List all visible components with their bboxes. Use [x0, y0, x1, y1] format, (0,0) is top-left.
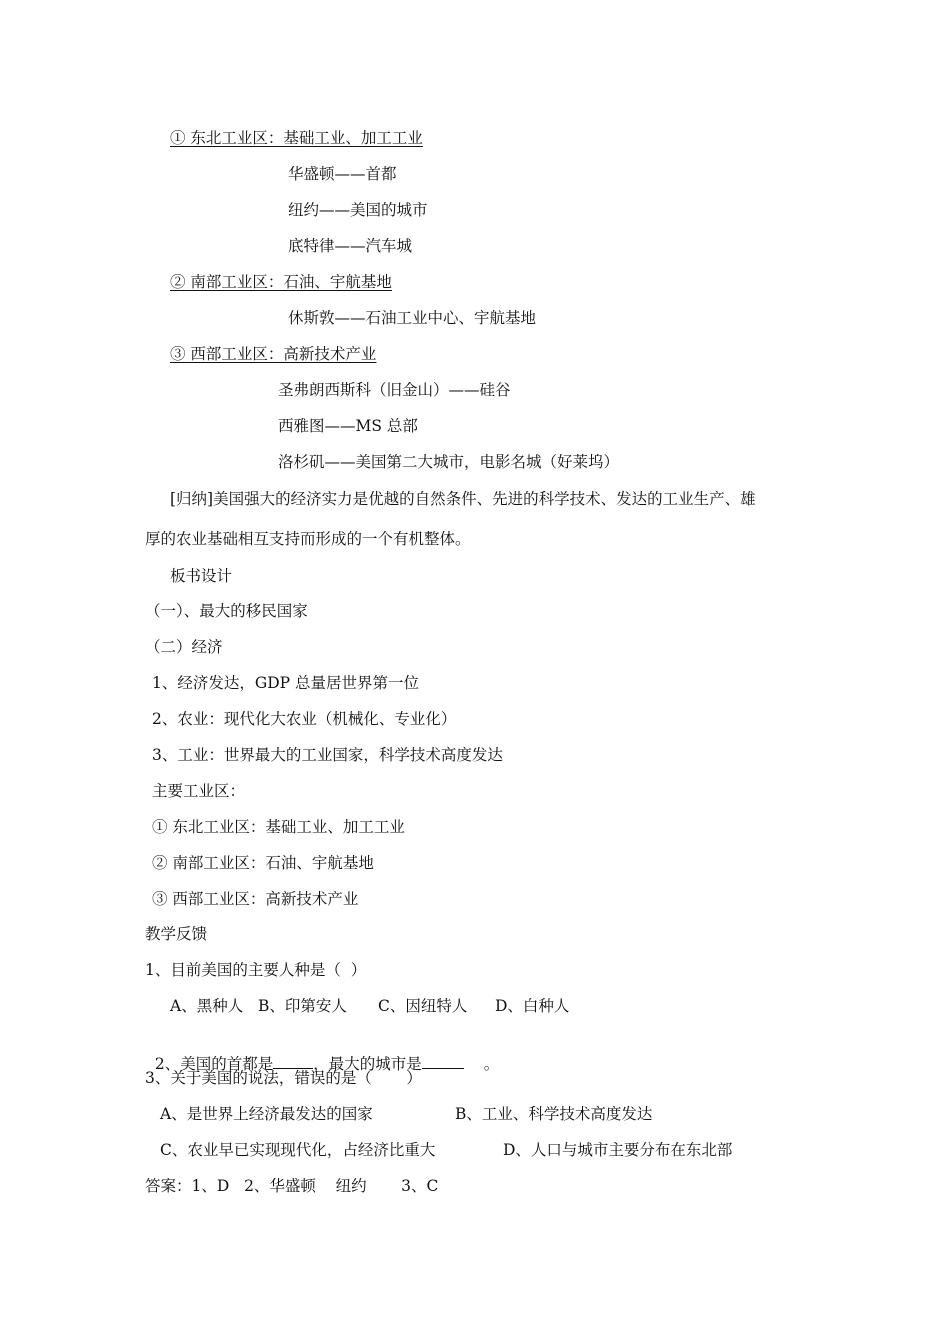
board-title: 板书设计 [170, 567, 233, 585]
board-item: ② 南部工业区：石油、宇航基地 [152, 854, 374, 872]
answer-blank [273, 1052, 313, 1069]
south-heading: ② 南部工业区：石油、宇航基地 [170, 273, 392, 291]
city-line: 圣弗朗西斯科（旧金山）——硅谷 [278, 381, 511, 399]
board-item: 1、经济发达，GDP 总量居世界第一位 [152, 674, 420, 692]
city-line: 西雅图——MS 总部 [278, 417, 418, 435]
question-1: 1、目前美国的主要人种是（ ） [145, 961, 367, 979]
city-line: 华盛顿——首都 [288, 165, 397, 183]
q1-option-b: B、印第安人 [258, 997, 347, 1015]
city-line: 纽约——美国的城市 [288, 201, 428, 219]
feedback-title: 教学反馈 [145, 925, 208, 943]
q3-option-b: B、工业、科学技术高度发达 [455, 1105, 653, 1123]
board-item: （二）经济 [145, 638, 223, 656]
q1-option-a: A、黑种人 [170, 997, 244, 1015]
question-3: 3、关于美国的说法，错误的是（ ） [145, 1069, 422, 1087]
summary-line: 厚的农业基础相互支持而形成的一个有机整体。 [145, 530, 471, 548]
board-item: 2、农业：现代化大农业（机械化、专业化） [152, 710, 457, 728]
answer-blank [422, 1052, 464, 1069]
q3-option-c: C、农业早已实现现代化，占经济比重大 [160, 1141, 436, 1159]
q3-option-a: A、是世界上经济最发达的国家 [160, 1105, 373, 1123]
answer-line: 答案：1、D 2、华盛顿 纽约 3、C [145, 1177, 439, 1195]
board-item: ③ 西部工业区：高新技术产业 [152, 890, 359, 908]
board-item: （一）、最大的移民国家 [145, 602, 308, 620]
northeast-heading: ① 东北工业区：基础工业、加工工业 [170, 129, 423, 147]
summary-line: [归纳]美国强大的经济实力是优越的自然条件、先进的科学技术、发达的工业生产、雄 [170, 490, 756, 508]
city-line: 休斯敦——石油工业中心、宇航基地 [288, 309, 537, 327]
board-item: 3、工业：世界最大的工业国家，科学技术高度发达 [152, 746, 503, 764]
city-line: 洛杉矶——美国第二大城市，电影名城（好莱坞） [278, 453, 620, 471]
q2-text: 2、美国的首都是 [154, 1055, 274, 1073]
q1-option-c: C、因纽特人 [378, 997, 468, 1015]
q2-text: ，最大的城市是 [313, 1055, 422, 1073]
west-heading: ③ 西部工业区：高新技术产业 [170, 345, 377, 363]
city-line: 底特律——汽车城 [288, 237, 413, 255]
board-item: ① 东北工业区：基础工业、加工工业 [152, 818, 405, 836]
q3-option-d: D、人口与城市主要分布在东北部 [503, 1141, 733, 1159]
board-item: 主要工业区： [152, 782, 246, 800]
q1-option-d: D、白种人 [495, 997, 570, 1015]
q2-text: 。 [483, 1055, 500, 1073]
